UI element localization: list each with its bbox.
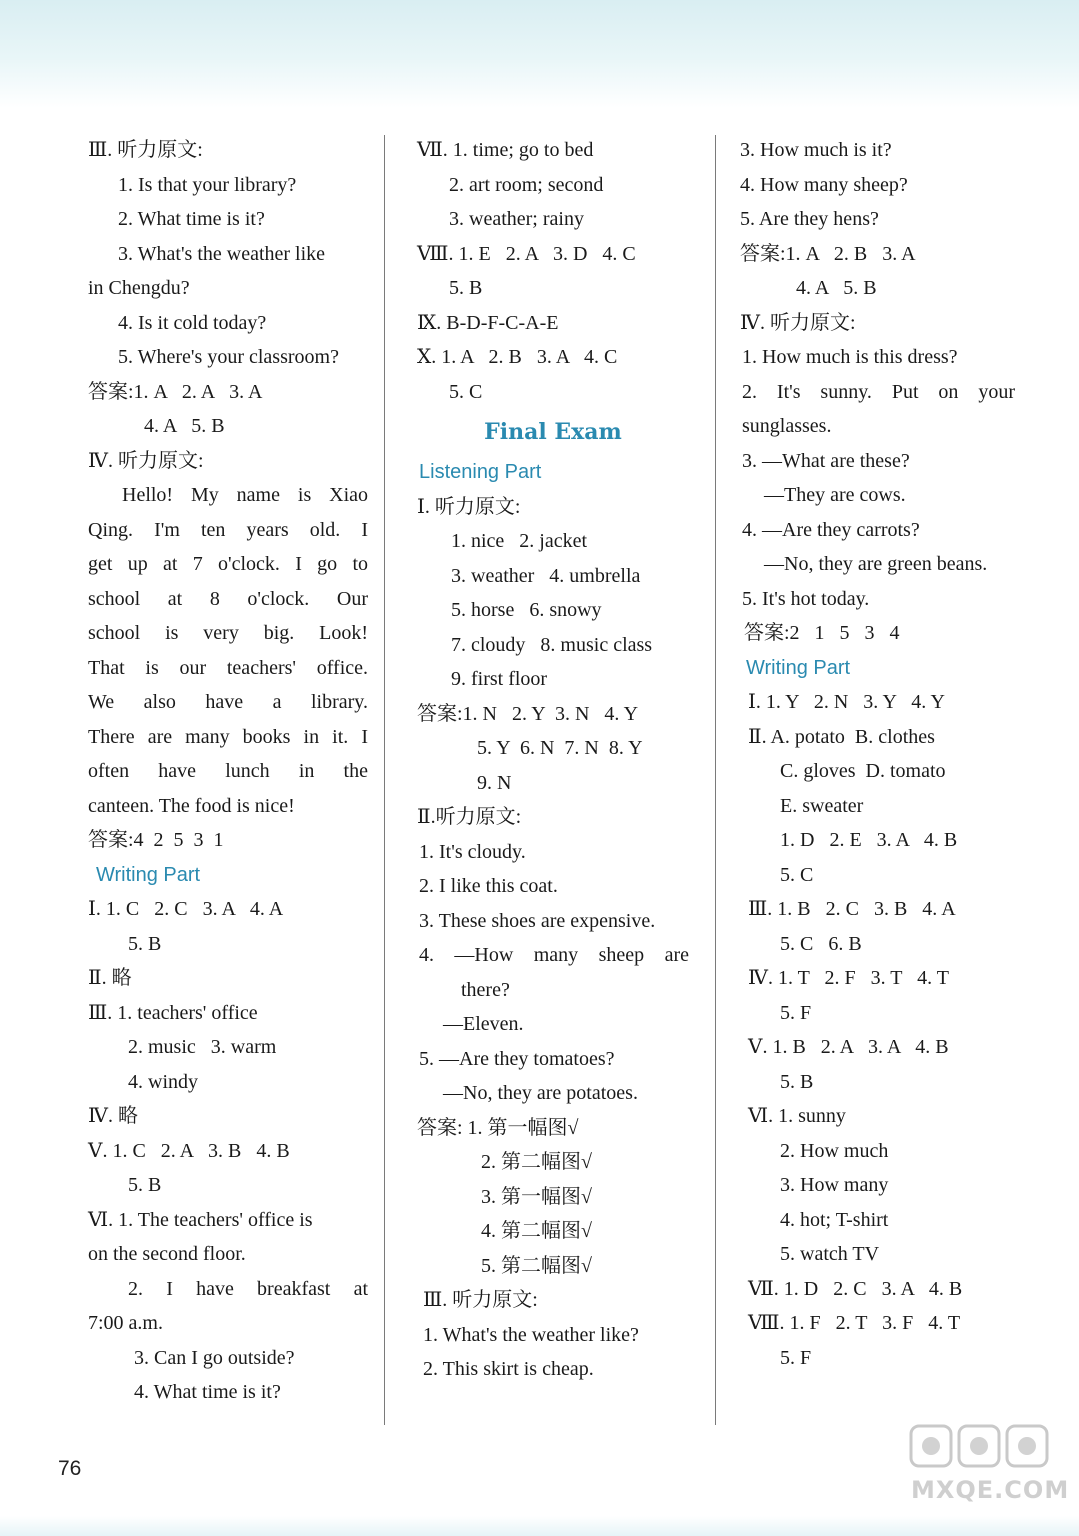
- answer-line: 2. I like this coat.: [419, 875, 558, 897]
- answer-line: 1. How much is this dress?: [742, 346, 958, 368]
- answer-line: Ⅱ. 略: [88, 967, 132, 989]
- watermark-text: MXQE.COM: [911, 1476, 1070, 1504]
- answer-line: 5. 第二幅图√: [481, 1254, 592, 1277]
- answer-line: —Eleven.: [443, 1013, 524, 1035]
- answer-line: 5. Y 6. N 7. N 8. Y: [477, 737, 643, 759]
- answer-line: 5. Are they hens?: [740, 208, 879, 230]
- answer-line: 4. How many sheep?: [740, 173, 908, 196]
- bottom-band: [0, 1516, 1079, 1536]
- answer-line: 2. How much: [780, 1139, 889, 1162]
- answer-column-3: [740, 133, 1015, 1375]
- answer-line: 答案:1. A 2. A 3. A: [88, 380, 263, 403]
- answer-line: 5. It's hot today.: [742, 587, 870, 610]
- answer-line: 7. cloudy 8. music class: [451, 633, 653, 656]
- answer-line: 4. What time is it?: [134, 1381, 281, 1403]
- answer-line: 9. first floor: [451, 668, 548, 690]
- answer-line: Ⅹ. 1. A 2. B 3. A 4. C: [417, 346, 618, 368]
- answer-line: Ⅰ. 1. C 2. C 3. A 4. A: [88, 898, 284, 920]
- answer-line: school at 8 o'clock. Our: [88, 587, 368, 610]
- answer-line: canteen. The food is nice!: [88, 794, 295, 817]
- answer-line: 5. C 6. B: [780, 932, 862, 955]
- answer-line: Ⅷ. 1. E 2. A 3. D 4. C: [417, 242, 636, 265]
- answer-line: Qing. I'm ten years old. I: [88, 518, 368, 541]
- column-divider-1: [384, 135, 385, 1425]
- answer-line: 4. 第二幅图√: [481, 1220, 592, 1242]
- answer-line: 3. These shoes are expensive.: [419, 909, 656, 932]
- answer-line: Ⅲ. 听力原文:: [423, 1289, 538, 1311]
- answer-line: 5. —Are they tomatoes?: [419, 1047, 615, 1070]
- answer-line: 1. What's the weather like?: [423, 1323, 639, 1346]
- answer-line: 4. A 5. B: [144, 415, 225, 437]
- column-divider-2: [715, 135, 716, 1425]
- answer-line: 3. How much is it?: [740, 139, 892, 161]
- answer-line: 4. —How many sheep are: [419, 944, 689, 966]
- answer-line: Ⅰ. 听力原文:: [417, 495, 521, 518]
- answer-line: Ⅵ. 1. The teachers' office is: [88, 1208, 313, 1231]
- answer-line: 5. horse 6. snowy: [451, 599, 602, 621]
- answer-line: there?: [461, 978, 510, 1001]
- answer-line: get up at 7 o'clock. I go to: [88, 553, 368, 575]
- answer-line: 5. C: [449, 380, 483, 403]
- answer-line: 3. weather; rainy: [449, 208, 584, 230]
- answer-line: Ⅳ. 听力原文:: [88, 449, 204, 472]
- answer-line: 答案:1. N 2. Y 3. N 4. Y: [417, 702, 639, 725]
- answer-line: Ⅲ. 1. teachers' office: [88, 1001, 258, 1024]
- answer-line: 答案:4 2 5 3 1: [88, 829, 224, 851]
- answer-line: 5. C: [780, 863, 814, 886]
- answer-line: That is our teachers' office.: [88, 656, 368, 679]
- answer-line: We also have a library.: [88, 691, 368, 713]
- answer-line: —No, they are potatoes.: [443, 1082, 638, 1104]
- answer-line: 5. watch TV: [780, 1243, 880, 1265]
- answer-line: Ⅰ. 1. Y 2. N 3. Y 4. Y: [748, 691, 945, 713]
- watermark-logo: [905, 1418, 1070, 1518]
- answer-line: 3. Can I go outside?: [134, 1346, 295, 1369]
- answer-line: in Chengdu?: [88, 277, 190, 299]
- page-number: 76: [58, 1457, 82, 1480]
- answer-line: Ⅶ. 1. D 2. C 3. A 4. B: [748, 1277, 963, 1300]
- answer-line: 3. weather 4. umbrella: [451, 564, 641, 587]
- answer-line: 5. F: [780, 1346, 812, 1369]
- answer-line: sunglasses.: [742, 415, 832, 437]
- answer-line: 5. B: [449, 277, 483, 299]
- exam-title: Final Exam: [484, 419, 622, 445]
- answer-line: 4. A 5. B: [796, 277, 877, 299]
- answer-line: 1. D 2. E 3. A 4. B: [780, 829, 958, 851]
- answer-line: Ⅲ. 1. B 2. C 3. B 4. A: [748, 898, 956, 920]
- answer-line: —They are cows.: [764, 484, 906, 506]
- answer-line: C. gloves D. tomato: [780, 760, 946, 782]
- section-heading: Writing Part: [746, 656, 851, 679]
- answer-line: 4. Is it cold today?: [118, 311, 267, 334]
- answer-line: 5. Where's your classroom?: [118, 346, 339, 368]
- answer-line: often have lunch in the: [88, 760, 368, 782]
- answer-line: 答案:2 1 5 3 4: [744, 622, 900, 644]
- answer-line: Ⅱ.听力原文:: [417, 806, 522, 828]
- answer-line: There are many books in it. I: [88, 725, 368, 748]
- answer-line: Ⅴ. 1. C 2. A 3. B 4. B: [88, 1139, 290, 1162]
- answer-line: Hello! My name is Xiao: [122, 484, 368, 506]
- answer-line: Ⅷ. 1. F 2. T 3. F 4. T: [748, 1312, 961, 1334]
- answer-line: 1. Is that your library?: [118, 173, 297, 196]
- answer-line: 4. —Are they carrots?: [742, 518, 920, 541]
- section-heading: Listening Part: [419, 461, 542, 483]
- answer-line: E. sweater: [780, 794, 864, 817]
- answer-line: 9. N: [477, 771, 512, 794]
- answer-column-1: [88, 133, 368, 1410]
- answer-line: Ⅵ. 1. sunny: [748, 1105, 846, 1127]
- answer-line: 5. B: [128, 932, 162, 955]
- answer-line: 4. hot; T-shirt: [780, 1208, 889, 1231]
- top-banner: [0, 0, 1079, 108]
- section-heading: Writing Part: [96, 863, 201, 886]
- answer-line: 5. F: [780, 1001, 812, 1024]
- answer-line: —No, they are green beans.: [764, 553, 988, 575]
- answer-line: 7:00 a.m.: [88, 1312, 163, 1334]
- answer-line: 2. It's sunny. Put on your: [742, 380, 1015, 403]
- answer-line: 2. 第二幅图√: [481, 1151, 592, 1173]
- answer-line: 3. —What are these?: [742, 449, 910, 472]
- answer-line: Ⅳ. 略: [88, 1105, 138, 1127]
- answer-line: 2. I have breakfast at: [128, 1277, 368, 1300]
- answer-line: 4. windy: [128, 1070, 198, 1093]
- answer-line: 答案:1. A 2. B 3. A: [740, 242, 916, 265]
- answer-line: Ⅱ. A. potato B. clothes: [748, 725, 935, 748]
- answer-line: 1. nice 2. jacket: [451, 530, 588, 552]
- answer-line: 5. B: [128, 1174, 162, 1196]
- answer-column-2: [417, 133, 689, 1387]
- answer-line: 5. B: [780, 1070, 814, 1093]
- answer-line: 1. It's cloudy.: [419, 840, 526, 863]
- answer-line: 2. What time is it?: [118, 208, 265, 230]
- answer-line: on the second floor.: [88, 1243, 246, 1265]
- answer-line: Ⅶ. 1. time; go to bed: [417, 139, 594, 161]
- answer-line: 3. What's the weather like: [118, 242, 326, 265]
- answer-line: Ⅲ. 听力原文:: [88, 139, 203, 161]
- answer-line: 答案: 1. 第一幅图√: [417, 1116, 579, 1139]
- answer-line: 3. How many: [780, 1174, 889, 1196]
- answer-line: Ⅸ. B-D-F-C-A-E: [417, 311, 559, 334]
- answer-line: 3. 第一幅图√: [481, 1185, 592, 1208]
- answer-line: 2. music 3. warm: [128, 1036, 277, 1058]
- answer-line: Ⅴ. 1. B 2. A 3. A 4. B: [748, 1036, 949, 1058]
- answer-line: school is very big. Look!: [88, 622, 368, 644]
- answer-line: Ⅳ. 1. T 2. F 3. T 4. T: [748, 967, 949, 989]
- answer-line: 2. This skirt is cheap.: [423, 1358, 594, 1380]
- answer-line: Ⅳ. 听力原文:: [740, 311, 856, 334]
- answer-line: 2. art room; second: [449, 173, 604, 196]
